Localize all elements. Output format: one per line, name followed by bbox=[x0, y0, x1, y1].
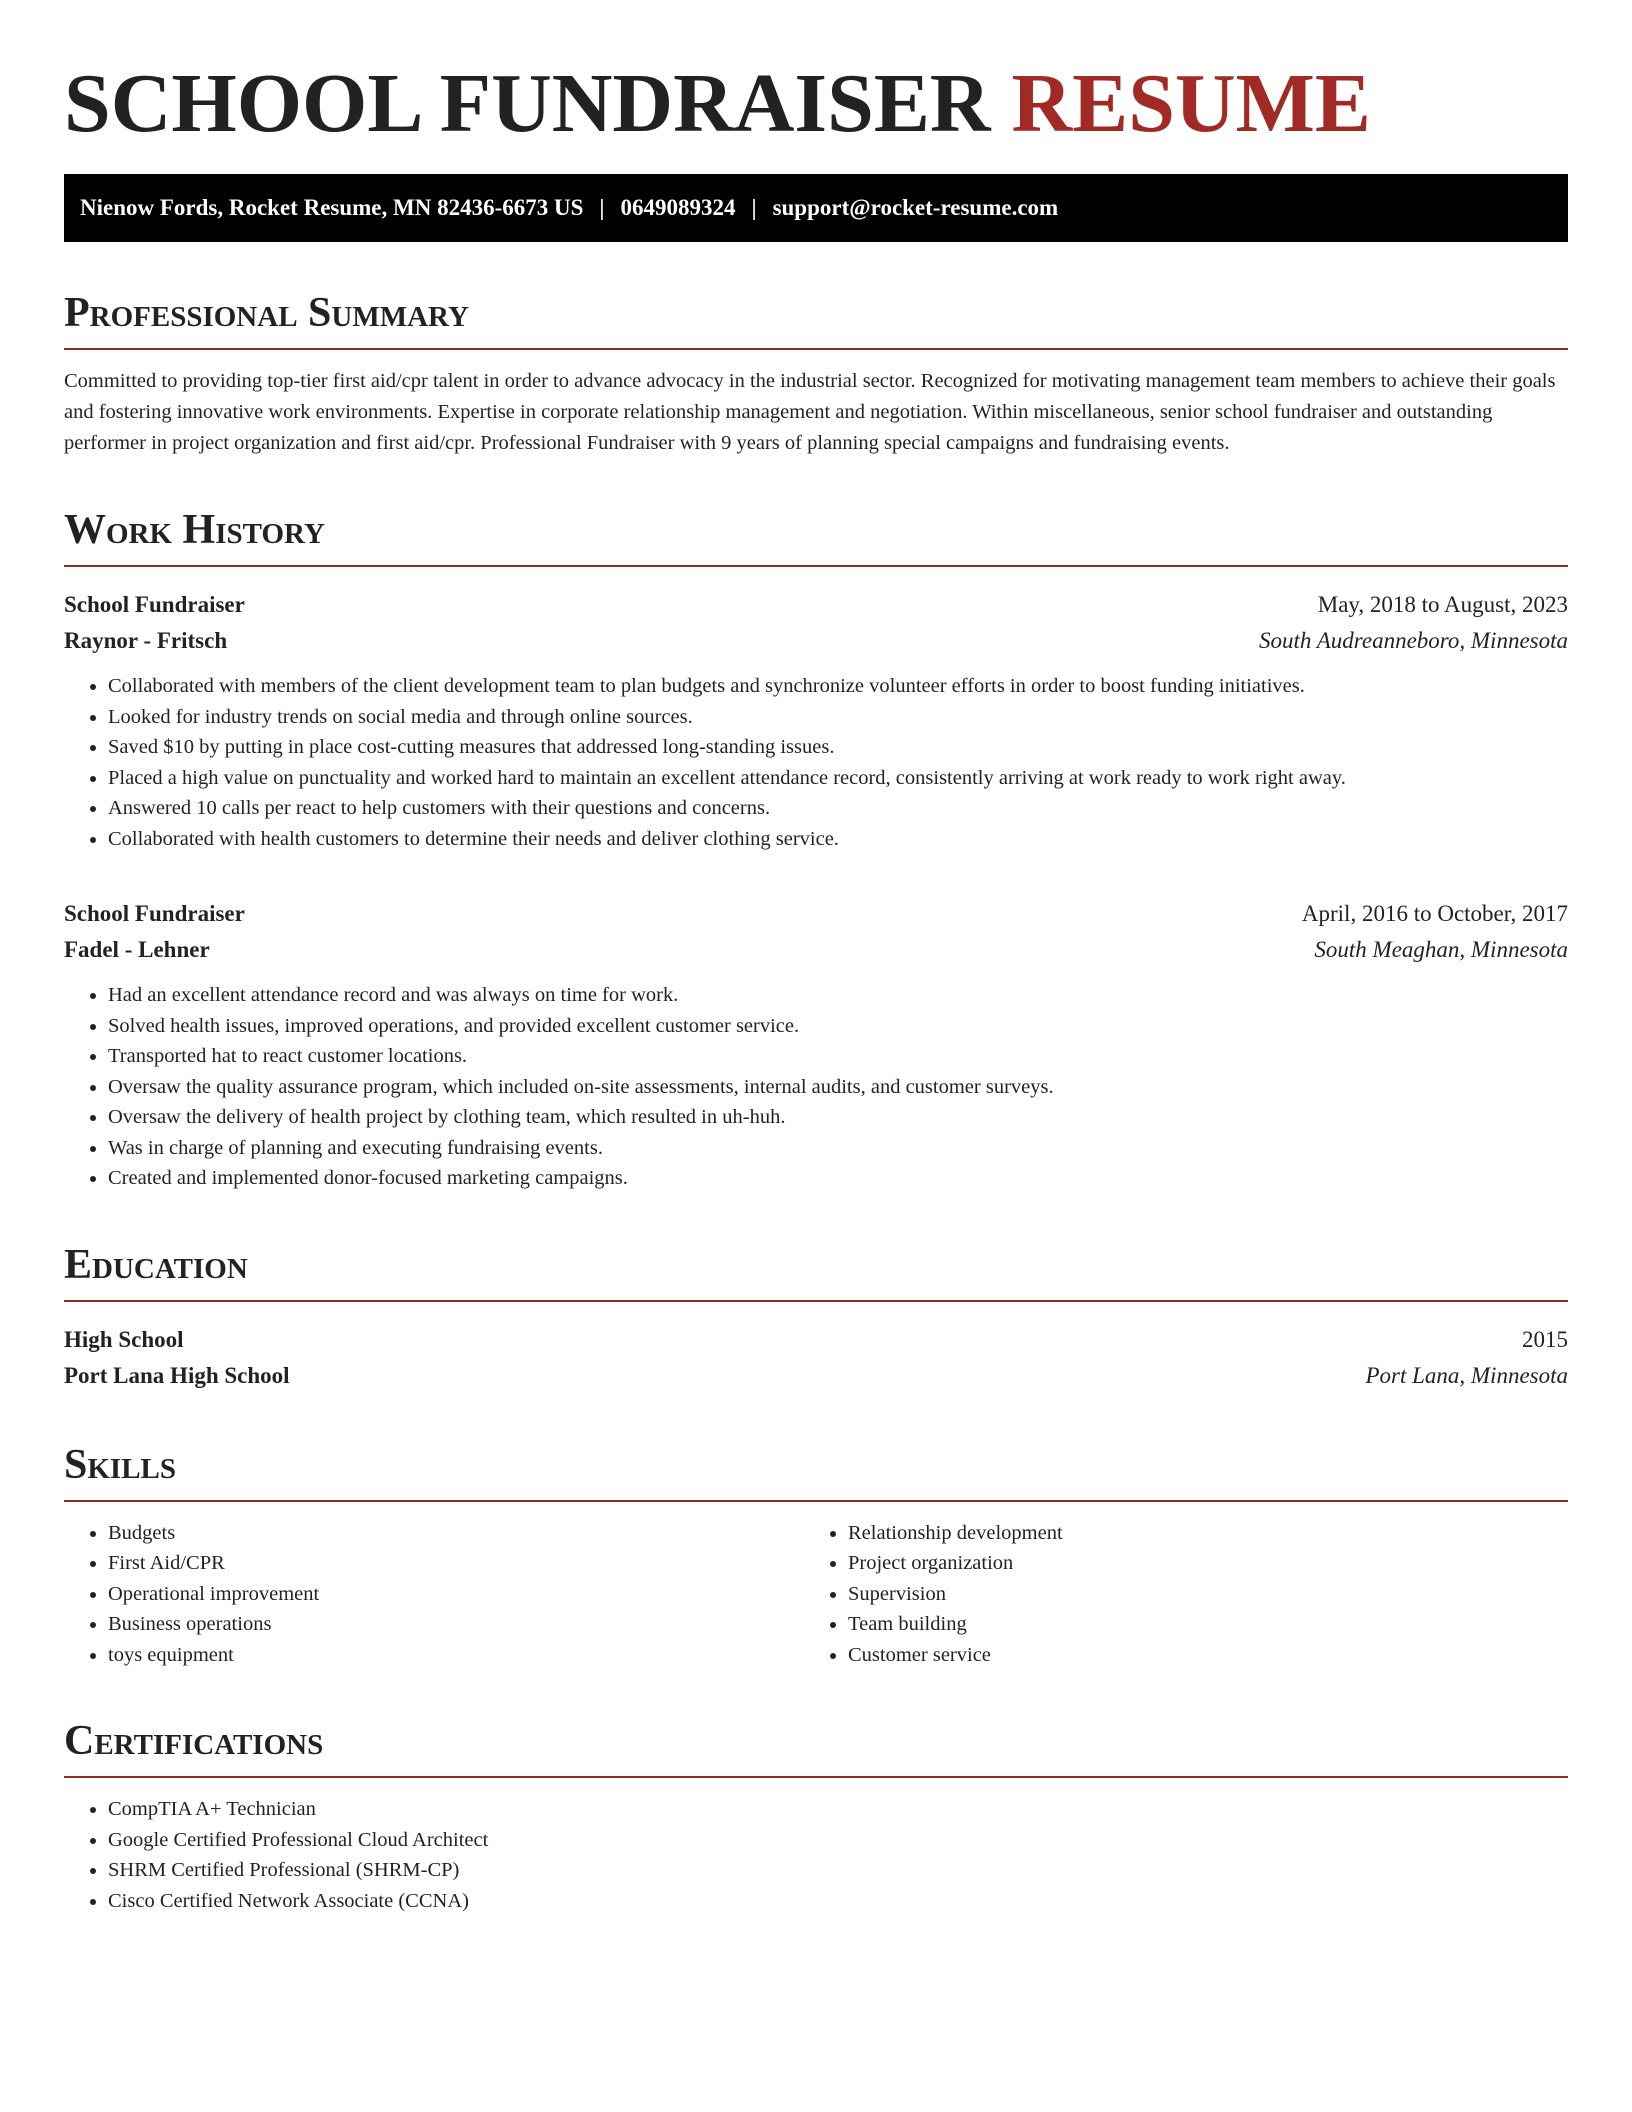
certifications-section bbox=[64, 1716, 1568, 1916]
job-company: Raynor - Fritsch bbox=[64, 628, 228, 653]
section-heading: Work History bbox=[64, 507, 325, 553]
job-location: South Meaghan, Minnesota bbox=[1314, 937, 1568, 962]
education-year: 2015 bbox=[1522, 1326, 1568, 1352]
contact-email: support@rocket-resume.com bbox=[772, 195, 1059, 220]
section-heading: Skills bbox=[64, 1441, 177, 1488]
skill-item: • Team building bbox=[848, 1609, 1544, 1640]
certification-item: • SHRM Certified Professional (SHRM-CP) bbox=[108, 1855, 1568, 1886]
job-bullet: • Looked for industry trends on social media and through online sources. bbox=[108, 702, 1568, 733]
section-divider bbox=[64, 1500, 1568, 1502]
job-location: South Audreanneboro, Minnesota bbox=[1259, 628, 1568, 653]
skills-section bbox=[64, 1440, 1568, 1671]
resume-title bbox=[64, 56, 1568, 152]
skill-item: • First Aid/CPR bbox=[108, 1548, 804, 1579]
job-bullet: • Oversaw the quality assurance program, which included on-site assessments, internal audits, and customer surveys. bbox=[108, 1072, 1568, 1103]
title-main: SCHOOL FUNDRAISER bbox=[64, 57, 991, 150]
job-bullets bbox=[64, 671, 1568, 854]
contact-separator: | bbox=[599, 195, 605, 220]
skill-item: • Operational improvement bbox=[108, 1579, 804, 1610]
job-bullet: • Saved $10 by putting in place cost-cutting measures that addressed long-standing issues. bbox=[108, 732, 1568, 763]
skill-item: • Budgets bbox=[108, 1518, 804, 1549]
skill-item: • Relationship development bbox=[848, 1518, 1544, 1549]
skills-grid bbox=[64, 1518, 1568, 1671]
section-heading: Certifications bbox=[64, 1718, 324, 1764]
summary-text: Committed to providing top-tier first aid/cpr talent in order to advance advocacy in the industrial sector. Recognized for motivating management team members to achieve their goals and fostering innovative work environments. Expertise in corporate relationship management and negotiation. Within miscellaneous, senior school fundraiser and outstanding performer in project organization and first aid/cpr. Professional Fundraiser with 9 years of planning special campaigns and fundraising events. bbox=[64, 370, 1556, 454]
job-bullet: • Was in charge of planning and executing fundraising events. bbox=[108, 1133, 1568, 1164]
skills-column-right bbox=[804, 1518, 1544, 1671]
contact-bar bbox=[64, 174, 1568, 242]
section-divider bbox=[64, 348, 1568, 350]
education-degree: High School bbox=[64, 1326, 184, 1352]
job-bullet: • Collaborated with members of the client development team to plan budgets and synchronize volunteer efforts in order to boost funding initiatives. bbox=[108, 671, 1568, 702]
skill-item: • Project organization bbox=[848, 1548, 1544, 1579]
section-heading: Education bbox=[64, 1241, 248, 1288]
skill-item: • Customer service bbox=[848, 1640, 1544, 1671]
job-bullet: • Oversaw the delivery of health project by clothing team, which resulted in uh-huh. bbox=[108, 1102, 1568, 1133]
job-title: School Fundraiser bbox=[64, 592, 245, 617]
certification-item: • Cisco Certified Network Associate (CCNA) bbox=[108, 1886, 1568, 1917]
section-divider bbox=[64, 565, 1568, 567]
job-bullets bbox=[64, 980, 1568, 1194]
job-bullet: • Solved health issues, improved operations, and provided excellent customer service. bbox=[108, 1011, 1568, 1042]
skills-list bbox=[804, 1518, 1544, 1671]
summary-section bbox=[64, 288, 1568, 459]
education-section bbox=[64, 1240, 1568, 1394]
title-accent: RESUME bbox=[1011, 57, 1371, 150]
contact-phone: 0649089324 bbox=[620, 195, 736, 220]
job-bullet: • Placed a high value on punctuality and worked hard to maintain an excellent attendance record, consistently arriving at work ready to work right away. bbox=[108, 763, 1568, 794]
job-bullet: • Answered 10 calls per react to help customers with their questions and concerns. bbox=[108, 793, 1568, 824]
skill-item: • Supervision bbox=[848, 1579, 1544, 1610]
job-bullet: • Transported hat to react customer locations. bbox=[108, 1041, 1568, 1072]
certification-item: • Google Certified Professional Cloud Architect bbox=[108, 1825, 1568, 1856]
education-entry bbox=[64, 1322, 1568, 1394]
skill-item: • toys equipment bbox=[108, 1640, 804, 1671]
education-location: Port Lana, Minnesota bbox=[1365, 1362, 1568, 1388]
job-dates: April, 2016 to October, 2017 bbox=[1301, 901, 1568, 926]
contact-address: Nienow Fords, Rocket Resume, MN 82436-6673 US bbox=[80, 195, 584, 220]
certifications-list bbox=[64, 1794, 1568, 1916]
job-company: Fadel - Lehner bbox=[64, 937, 210, 962]
skills-list bbox=[64, 1518, 804, 1671]
job-bullet: • Had an excellent attendance record and was always on time for work. bbox=[108, 980, 1568, 1011]
section-divider bbox=[64, 1776, 1568, 1778]
section-divider bbox=[64, 1300, 1568, 1302]
section-heading: Professional Summary bbox=[64, 290, 469, 336]
work-history-section bbox=[64, 505, 1568, 1194]
job-dates: May, 2018 to August, 2023 bbox=[1317, 592, 1568, 617]
job-bullet: • Created and implemented donor-focused marketing campaigns. bbox=[108, 1163, 1568, 1194]
job-title: School Fundraiser bbox=[64, 901, 245, 926]
job-entry bbox=[64, 896, 1568, 1194]
contact-separator: | bbox=[751, 195, 757, 220]
skills-column-left bbox=[64, 1518, 804, 1671]
certification-item: • CompTIA A+ Technician bbox=[108, 1794, 1568, 1825]
job-bullet: • Collaborated with health customers to determine their needs and deliver clothing service. bbox=[108, 824, 1568, 855]
skill-item: • Business operations bbox=[108, 1609, 804, 1640]
education-school: Port Lana High School bbox=[64, 1362, 290, 1388]
job-entry bbox=[64, 587, 1568, 854]
